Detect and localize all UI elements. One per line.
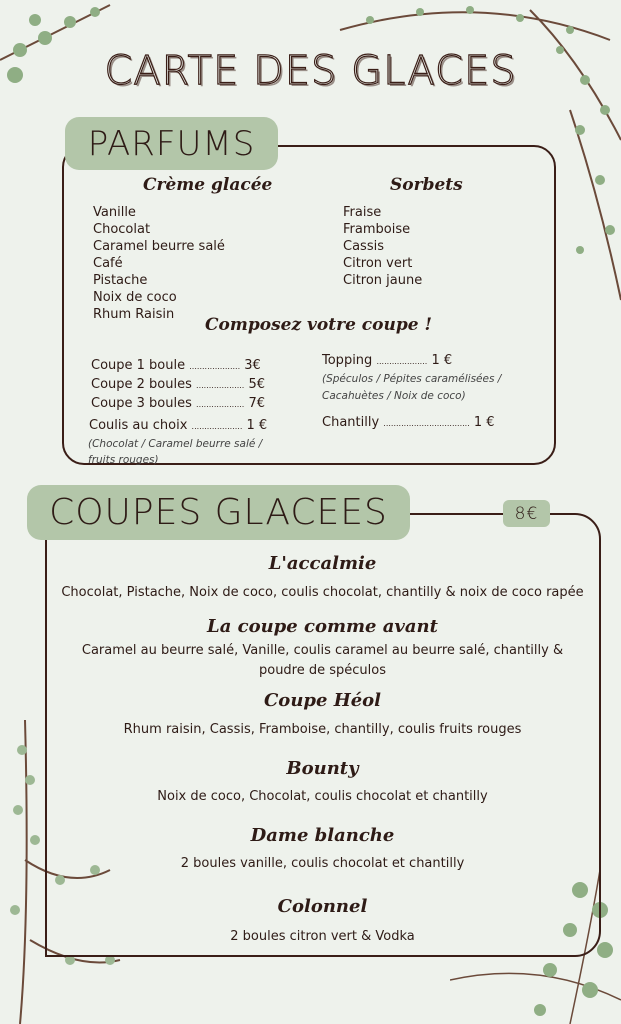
price-row: Coupe 2 boules ................... 5€ (91, 377, 266, 392)
creme-glacee-list (93, 204, 225, 323)
flavor-item: Chocolat (93, 222, 151, 237)
coupes-heading: COUPES GLACEES (27, 485, 410, 540)
creme-glacee-heading: Crème glacée (143, 175, 273, 195)
sorbets-heading: Sorbets (390, 175, 463, 195)
price-row: Chantilly .................................. 1 € (322, 415, 495, 430)
coupe-description: 2 boules vanille, coulis chocolat et chantilly (180, 856, 465, 871)
topping-note: (Spéculos / Pépites caramélisées / Cacahuètes / Noix de coco) (322, 373, 502, 402)
flavor-item: Framboise (343, 222, 411, 237)
flavor-item: Café (93, 256, 123, 271)
coupe-description: Caramel au beurre salé, Vanille, coulis caramel au beurre salé, chantilly & poudre de spéculos (81, 643, 564, 678)
coupe-name: La coupe comme avant (207, 616, 438, 637)
coupe-name: Colonnel (277, 896, 368, 917)
price-row: Coupe 1 boule .................... 3€ (91, 358, 261, 373)
flavor-item: Rhum Raisin (93, 307, 175, 322)
flavor-item: Cassis (343, 239, 384, 254)
coupe-name: Bounty (286, 758, 359, 779)
coupe-name: Dame blanche (250, 825, 395, 846)
flavor-item: Citron jaune (343, 273, 423, 288)
price-list-left (88, 357, 278, 468)
flavor-item: Pistache (93, 273, 148, 288)
page-title: CARTE DES GLACES (104, 48, 517, 94)
price-row: Coulis au choix .................... 1 € (89, 418, 268, 433)
coupe-description: Noix de coco, Chocolat, coulis chocolat et chantilly (157, 789, 488, 804)
price-badge: 8€ (503, 500, 550, 527)
coupe-name: L'accalmie (268, 553, 377, 574)
sorbets-list (343, 204, 422, 289)
flavor-item: Vanille (93, 205, 136, 220)
parfums-heading: PARFUMS (65, 117, 278, 170)
coupe-description: Rhum raisin, Cassis, Framboise, chantilly, coulis fruits rouges (123, 722, 522, 737)
price-row: Topping .................... 1 € (322, 353, 453, 368)
price-row: Coupe 3 boules ................... 7€ (91, 396, 266, 411)
flavor-item: Caramel beurre salé (93, 239, 225, 254)
coupe-description: Chocolat, Pistache, Noix de coco, coulis chocolat, chantilly & noix de coco rapée (61, 585, 584, 600)
price-list-right (322, 353, 522, 430)
flavor-item: Noix de coco (93, 290, 177, 305)
flavor-item: Citron vert (343, 256, 413, 271)
compose-heading: Composez votre coupe ! (205, 315, 432, 335)
coulis-note: (Chocolat / Caramel beurre salé / fruits rouges) (88, 438, 263, 466)
coupe-description: 2 boules citron vert & Vodka (230, 929, 415, 944)
coupe-name: Coupe Héol (263, 690, 382, 711)
flavor-item: Fraise (343, 205, 382, 220)
